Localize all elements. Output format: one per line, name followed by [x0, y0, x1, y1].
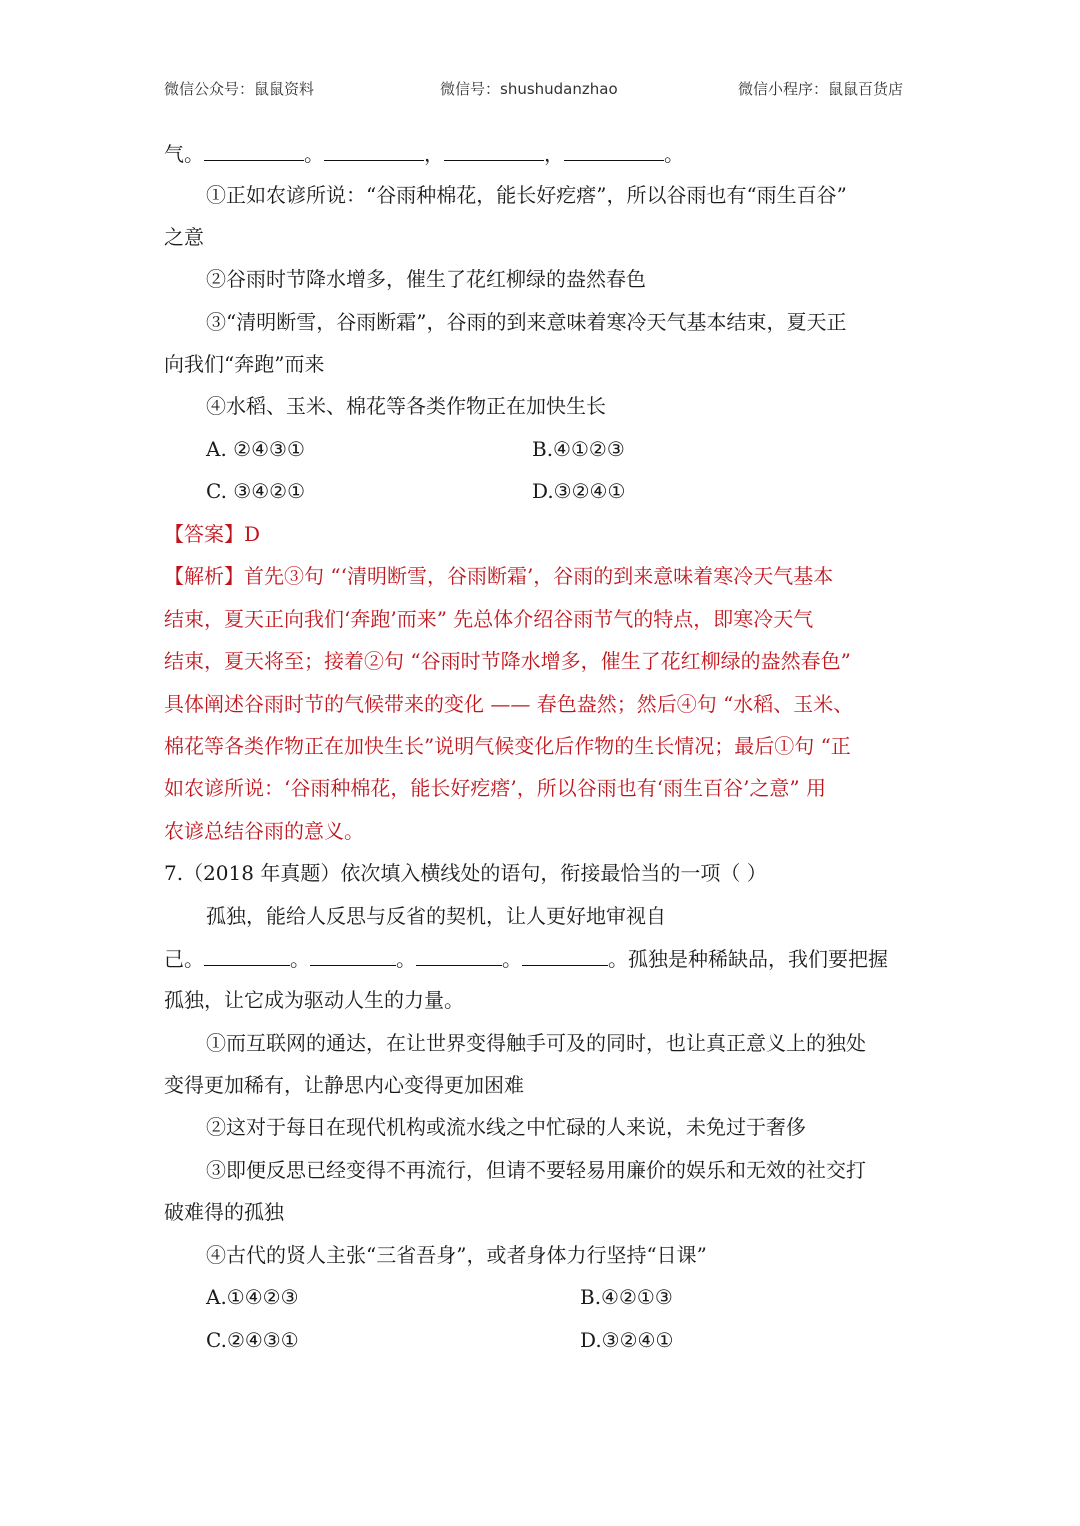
q7-stem-line-3: 孤独，让它成为驱动人生的力量。: [164, 988, 464, 1012]
q7-sentence-4: ④古代的贤人主张“三省吾身”，或者身体力行坚持“日课”: [206, 1243, 707, 1267]
q7-sentence-3: ③即便反思已经变得不再流行，但请不要轻易用廉价的娱乐和无效的社交打: [206, 1158, 866, 1182]
q7-stem-start: 己。: [164, 947, 204, 971]
q7-option-c: C.②④③①: [206, 1328, 299, 1352]
q7-option-d: D.③②④①: [580, 1328, 674, 1352]
q6-analysis-line-2: 结束，夏天正向我们‘奔跑’而来” 先总体介绍谷雨节气的特点，即寒冷天气: [164, 607, 814, 631]
q6-sentence-4: ④水稻、玉米、棉花等各类作物正在加快生长: [206, 394, 606, 418]
q7-option-b: B.④②①③: [580, 1285, 673, 1309]
q7-sep-3: 。: [502, 947, 522, 971]
q6-sep-4: 。: [664, 142, 684, 166]
q7-blank-3: [416, 943, 502, 966]
q7-stem-line-1: 孤独，能给人反思与反省的契机，让人更好地审视自: [206, 904, 666, 928]
q6-analysis-line-4: 具体阐述谷雨时节的气候带来的变化 —— 春色盎然；然后④句 “水稻、玉米、: [164, 692, 854, 716]
q6-analysis-line-3: 结束，夏天将至；接着②句 “谷雨时节降水增多，催生了花红柳绿的盎然春色”: [164, 649, 851, 673]
q7-sentence-2: ②这对于每日在现代机构或流水线之中忙碌的人来说，未免过于奢侈: [206, 1115, 806, 1139]
q7-sentence-1: ①而互联网的通达，在让世界变得触手可及的同时，也让真正意义上的独处: [206, 1031, 866, 1055]
q7-sep-4: 。: [608, 947, 628, 971]
q7-sep-2: 。: [396, 947, 416, 971]
q6-sentence-3: ③“清明断雪，谷雨断霜”，谷雨的到来意味着寒冷天气基本结束，夏天正: [206, 310, 847, 334]
q6-answer: 【答案】D: [164, 522, 261, 546]
q7-title: 7.（2018 年真题）依次填入横线处的语句，衔接最恰当的一项（ ）: [164, 861, 767, 885]
q6-option-c: C. ③④②①: [206, 479, 306, 503]
q7-blank-4: [522, 943, 608, 966]
header-left-text: 微信公众号：鼠鼠资料: [164, 80, 315, 98]
q7-option-a: A.①④②③: [206, 1285, 299, 1309]
q6-option-d: D.③②④①: [532, 479, 626, 503]
q6-blank-4: [564, 138, 664, 161]
q7-blank-2: [310, 943, 396, 966]
q6-stem-start: 气。: [164, 142, 204, 166]
q6-stem-blanks: [164, 138, 924, 169]
q6-blank-1: [204, 138, 304, 161]
q6-analysis-line-1: 【解析】首先③句 “‘清明断雪，谷雨断霜’，谷雨的到来意味着寒冷天气基本: [164, 564, 834, 588]
header-right-text: 微信小程序：鼠鼠百货店: [738, 80, 904, 98]
q6-blank-3: [444, 138, 544, 161]
q6-analysis-line-6: 如农谚所说：‘谷雨种棉花，能长好疙瘩’，所以谷雨也有‘雨生百谷’之意” 用: [164, 776, 827, 800]
q6-analysis-line-7: 农谚总结谷雨的意义。: [164, 819, 364, 843]
q7-stem-end: 孤独是种稀缺品，我们要把握: [628, 947, 888, 971]
q6-blank-2: [324, 138, 424, 161]
q6-sentence-1: ①正如农谚所说：“谷雨种棉花，能长好疙瘩”，所以谷雨也有“雨生百谷”: [206, 183, 847, 207]
q7-sep-1: 。: [290, 947, 310, 971]
q6-sep-2: ，: [424, 142, 444, 166]
q6-option-b: B.④①②③: [532, 437, 625, 461]
q7-sentence-3-cont: 破难得的孤独: [164, 1200, 284, 1224]
q6-sentence-3-cont: 向我们“奔跑”而来: [164, 352, 325, 376]
q6-analysis-line-5: 棉花等各类作物正在加快生长”说明气候变化后作物的生长情况；最后①句 “正: [164, 734, 851, 758]
q6-option-a: A. ②④③①: [206, 437, 305, 461]
q7-stem-blanks: [164, 943, 924, 974]
q7-blank-1: [204, 943, 290, 966]
header-center-text: 微信号：shushudanzhao: [440, 80, 618, 98]
q7-sentence-1-cont: 变得更加稀有，让静思内心变得更加困难: [164, 1073, 524, 1097]
q6-sentence-1-cont: 之意: [164, 225, 204, 249]
q6-sentence-2: ②谷雨时节降水增多，催生了花红柳绿的盎然春色: [206, 267, 646, 291]
q6-sep-3: ，: [544, 142, 564, 166]
q6-sep-1: 。: [304, 142, 324, 166]
